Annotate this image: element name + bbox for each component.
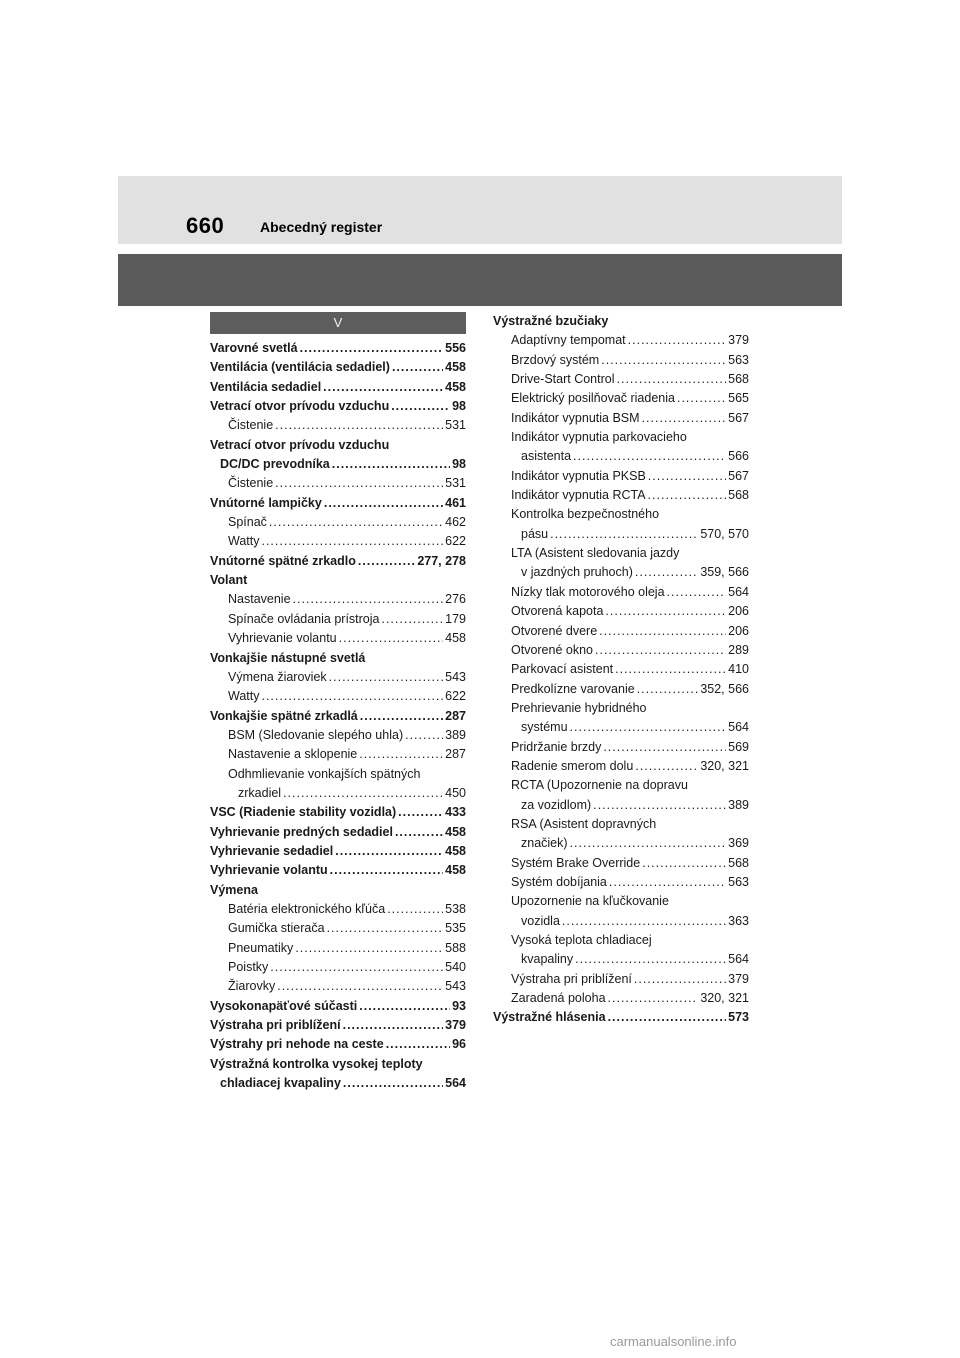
entry-page-number: 573 [728, 1010, 749, 1025]
entry-page-number: 622 [445, 689, 466, 704]
index-subentry [210, 919, 466, 938]
index-entry [210, 707, 466, 726]
entry-label: Vyhrievanie volantu [228, 631, 337, 646]
entry-page-number: 458 [445, 843, 466, 858]
dot-leader [339, 629, 444, 648]
entry-label: Indikátor vypnutia PKSB [511, 468, 646, 483]
entry-label: Vysoká teplota chladiacej [511, 933, 652, 947]
entry-page-number: 458 [445, 360, 466, 375]
entry-label: Čistenie [228, 418, 274, 433]
index-subentry [493, 970, 749, 989]
dot-leader [270, 958, 443, 977]
header-band [118, 176, 842, 244]
index-entry [210, 552, 466, 571]
dot-leader [295, 939, 443, 958]
entry-page-number: 458 [445, 824, 466, 839]
index-subentry [493, 738, 749, 757]
entry-label: asistenta [521, 449, 572, 464]
entry-page-number: 352, 566 [700, 681, 749, 696]
index-subentry [493, 428, 749, 447]
entry-label: Výstraha pri priblížení [210, 1018, 341, 1033]
entry-page-number: 563 [728, 352, 749, 367]
dot-leader [605, 602, 726, 621]
entry-page-number: 359, 566 [700, 565, 749, 580]
entry-page-number: 379 [728, 333, 749, 348]
dot-leader [261, 532, 443, 551]
dot-leader [573, 447, 726, 466]
dot-leader [635, 563, 698, 582]
entry-page-number: 556 [445, 341, 466, 355]
index-column-right [493, 312, 749, 1028]
index-subentry [493, 989, 749, 1008]
index-subentry [493, 641, 749, 660]
dot-leader [275, 474, 443, 493]
index-entry [210, 803, 466, 822]
entry-page-number: 98 [452, 399, 466, 414]
entry-label: Vonkajšie spätné zrkadlá [210, 708, 358, 723]
index-subentry [493, 757, 749, 776]
entry-label: Poistky [228, 960, 269, 974]
entry-label: Watty [228, 689, 260, 704]
entry-label: Radenie smerom dolu [511, 758, 634, 773]
entry-page-number: 458 [445, 631, 466, 646]
dot-leader [300, 339, 444, 358]
entry-label: Vetrací otvor prívodu vzduchu [210, 399, 390, 414]
entry-page-number: 96 [452, 1037, 466, 1052]
index-subentry [210, 629, 466, 648]
index-entry [210, 455, 466, 474]
entry-label: Kontrolka bezpečnostného [511, 507, 660, 522]
dot-leader [395, 823, 443, 842]
index-subentry [493, 622, 749, 641]
dot-leader [637, 680, 699, 699]
entry-label: Pridržanie brzdy [511, 739, 602, 754]
dot-leader [608, 1008, 727, 1027]
index-subentry [493, 815, 749, 834]
entry-page-number: 320, 321 [700, 758, 749, 773]
dot-leader [642, 409, 727, 428]
index-subentry [493, 389, 749, 408]
index-subentry [210, 513, 466, 532]
entry-page-number: 543 [445, 669, 466, 684]
entry-page-number: 566 [728, 449, 749, 464]
index-subentry [210, 958, 466, 977]
entry-label: Výmena [210, 882, 258, 897]
dot-leader [323, 378, 443, 397]
dot-leader [593, 796, 726, 815]
entry-label: Predkolízne varovanie [511, 681, 635, 696]
index-entry [210, 1055, 466, 1074]
entry-label: Nastavenie a sklopenie [228, 747, 358, 762]
dot-leader [608, 989, 699, 1008]
entry-label: Vysokonapäťové súčasti [210, 998, 358, 1013]
index-subentry [493, 505, 749, 524]
section-band [118, 254, 842, 306]
dot-leader [277, 977, 443, 996]
entry-page-number: 379 [728, 971, 749, 986]
entry-label: Batéria elektronického kľúča [228, 901, 386, 916]
dot-leader [398, 803, 443, 822]
entry-label: za vozidlom) [521, 797, 592, 812]
index-subentry [210, 939, 466, 958]
entry-label: Žiarovky [228, 979, 276, 994]
entry-label: pásu [521, 526, 549, 541]
entry-label: Systém dobíjania [511, 874, 607, 889]
dot-leader [343, 1074, 443, 1093]
entry-label: systému [521, 720, 568, 735]
entry-page-number: 179 [445, 611, 466, 626]
index-subentry [493, 447, 749, 466]
index-subentry [210, 977, 466, 996]
entry-label: Gumička stierača [228, 921, 325, 936]
entry-label: Watty [228, 534, 260, 549]
dot-leader [570, 834, 727, 853]
entry-label: Spínač [228, 515, 267, 530]
index-entry [493, 1008, 749, 1027]
entry-page-number: 369 [728, 836, 749, 851]
index-entry [210, 881, 466, 900]
entry-page-number: 287 [445, 747, 466, 762]
entry-label: Výmena žiaroviek [228, 669, 327, 684]
entry-page-number: 206 [728, 604, 749, 619]
entry-page-number: 564 [728, 720, 749, 735]
dot-leader [387, 900, 443, 919]
dot-leader [330, 861, 444, 880]
entry-page-number: 206 [728, 623, 749, 638]
entry-label: Volant [210, 573, 248, 588]
entry-label: Systém Brake Override [511, 855, 641, 870]
page-number: 660 [186, 213, 225, 238]
index-entry [210, 436, 466, 455]
dot-leader [359, 745, 443, 764]
entry-page-number: 458 [445, 863, 466, 878]
index-subentry [493, 834, 749, 853]
dot-leader [648, 467, 726, 486]
dot-leader [550, 525, 698, 544]
entry-label: Výstraha pri priblížení [511, 971, 632, 986]
entry-page-number: 462 [445, 515, 466, 530]
entry-page-number: 543 [445, 979, 466, 994]
entry-label: Indikátor vypnutia RCTA [511, 488, 646, 503]
entry-label: Vyhrievanie volantu [210, 863, 328, 878]
dot-leader [667, 583, 727, 602]
entry-label: značiek) [521, 836, 568, 851]
entry-label: Zaradená poloha [511, 991, 606, 1006]
entry-label: RCTA (Upozornenie na dopravu [511, 778, 688, 793]
entry-page-number: 276 [445, 592, 466, 607]
entry-label: Vyhrievanie predných sedadiel [210, 824, 393, 839]
index-subentry [493, 351, 749, 370]
index-subentry [493, 718, 749, 737]
index-subentry [493, 525, 749, 544]
dot-leader [570, 718, 727, 737]
dot-leader [332, 455, 450, 474]
entry-page-number: 538 [445, 901, 466, 916]
entry-label: Vonkajšie nástupné svetlá [210, 650, 366, 665]
index-entry [210, 494, 466, 513]
entry-page-number: 93 [452, 998, 466, 1013]
index-subentry [493, 950, 749, 969]
entry-page-number: 568 [728, 855, 749, 870]
entry-label: Brzdový systém [511, 352, 600, 367]
entry-label: Indikátor vypnutia parkovacieho [511, 430, 687, 445]
entry-page-number: 564 [445, 1076, 466, 1091]
entry-page-number: 622 [445, 534, 466, 549]
entry-label: Výstražné bzučiaky [493, 314, 609, 328]
entry-label: Nízky tlak motorového oleja [511, 584, 665, 599]
dot-leader [635, 757, 698, 776]
index-subentry [493, 409, 749, 428]
entry-label: Otvorená kapota [511, 604, 604, 619]
watermark-text: carmanualsonline.info [610, 1334, 737, 1349]
dot-leader [275, 416, 443, 435]
index-subentry [210, 765, 466, 784]
index-entry [210, 339, 466, 358]
entry-label: kvapaliny [521, 952, 574, 967]
index-subentry [493, 467, 749, 486]
entry-label: vozidla [521, 913, 560, 928]
index-subentry [493, 854, 749, 873]
entry-page-number: 570, 570 [700, 526, 749, 541]
entry-page-number: 461 [445, 495, 466, 510]
dot-leader [609, 873, 726, 892]
entry-label: Adaptívny tempomat [511, 333, 626, 348]
index-subentry [493, 370, 749, 389]
dot-leader [601, 351, 726, 370]
dot-leader [283, 784, 443, 803]
index-subentry [210, 590, 466, 609]
index-subentry [493, 563, 749, 582]
entry-label: v jazdných pruhoch) [521, 565, 633, 580]
index-entry [210, 842, 466, 861]
entry-page-number: 588 [445, 940, 466, 955]
index-subentry [210, 474, 466, 493]
dot-leader [617, 370, 727, 389]
index-entry [210, 823, 466, 842]
entry-label: RSA (Asistent dopravných [511, 816, 657, 831]
entry-label: Otvorené dvere [511, 623, 598, 638]
index-entry [210, 997, 466, 1016]
dot-leader [386, 1035, 450, 1054]
index-subentry [493, 912, 749, 931]
letter-heading: V [210, 312, 466, 334]
dot-leader [324, 494, 443, 513]
entry-label: Drive-Start Control [511, 372, 615, 387]
index-subentry [210, 726, 466, 745]
dot-leader [343, 1016, 444, 1035]
entry-page-number: 277, 278 [417, 553, 466, 568]
entry-label: Vnútorné lampičky [210, 495, 322, 510]
index-entry [210, 397, 466, 416]
entry-label: Vyhrievanie sedadiel [210, 843, 334, 858]
dot-leader [642, 854, 726, 873]
entry-page-number: 540 [445, 960, 466, 974]
entry-label: BSM (Sledovanie slepého uhla) [228, 727, 404, 742]
entry-label: VSC (Riadenie stability vozidla) [210, 805, 397, 820]
index-entry [210, 1016, 466, 1035]
dot-leader [562, 912, 726, 931]
entry-label: Indikátor vypnutia BSM [511, 410, 640, 425]
index-subentry [493, 796, 749, 815]
index-entry [210, 571, 466, 590]
entry-page-number: 568 [728, 488, 749, 503]
dot-leader [677, 389, 726, 408]
dot-leader [335, 842, 443, 861]
entry-label: Výstražné hlásenia [493, 1010, 606, 1025]
dot-leader [392, 358, 443, 377]
entry-label: DC/DC prevodníka [220, 457, 330, 472]
index-subentry [493, 873, 749, 892]
index-entry [210, 861, 466, 880]
entry-label: Nastavenie [228, 592, 291, 607]
entry-page-number: 287 [445, 708, 466, 723]
index-subentry [210, 416, 466, 435]
entry-label: Upozornenie na kľučkovanie [511, 894, 669, 909]
entry-page-number: 289 [728, 642, 749, 657]
dot-leader [405, 726, 443, 745]
entry-label: Parkovací asistent [511, 662, 614, 677]
dot-leader [293, 590, 444, 609]
entry-page-number: 363 [728, 913, 749, 928]
dot-leader [628, 331, 726, 350]
entry-page-number: 98 [452, 457, 466, 472]
entry-page-number: 567 [728, 410, 749, 425]
entry-label: Výstrahy pri nehode na ceste [210, 1037, 384, 1052]
index-subentry [493, 602, 749, 621]
index-subentry [493, 544, 749, 563]
dot-leader [359, 997, 450, 1016]
index-entry [493, 312, 749, 331]
entry-page-number: 410 [728, 662, 749, 677]
index-entry [210, 1035, 466, 1054]
index-subentry [210, 784, 466, 803]
entry-label: Elektrický posilňovač riadenia [511, 391, 675, 406]
index-subentry [210, 668, 466, 687]
page-title: Abecedný register [260, 219, 383, 235]
entry-page-number: 567 [728, 468, 749, 483]
index-subentry [493, 776, 749, 795]
entry-page-number: 531 [445, 418, 466, 433]
index-subentry [493, 583, 749, 602]
entry-page-number: 379 [445, 1018, 466, 1033]
entry-label: Otvorené okno [511, 642, 593, 657]
dot-leader [634, 970, 726, 989]
entry-page-number: 535 [445, 921, 466, 936]
index-subentry [210, 532, 466, 551]
index-entry [210, 649, 466, 668]
entry-label: LTA (Asistent sledovania jazdy [511, 546, 680, 561]
dot-leader [261, 687, 443, 706]
index-subentry [493, 892, 749, 911]
entry-page-number: 389 [728, 797, 749, 812]
entry-page-number: 458 [445, 379, 466, 394]
dot-leader [603, 738, 726, 757]
entry-label: Výstražná kontrolka vysokej teploty [210, 1056, 423, 1071]
entry-label: Spínače ovládania prístroja [228, 611, 380, 626]
entry-page-number: 450 [445, 785, 466, 800]
index-subentry [493, 699, 749, 718]
index-subentry [493, 931, 749, 950]
entry-page-number: 565 [728, 391, 749, 406]
entry-page-number: 389 [445, 727, 466, 742]
entry-label: chladiacej kvapaliny [220, 1076, 341, 1091]
dot-leader [391, 397, 450, 416]
dot-leader [599, 622, 726, 641]
index-subentry [210, 900, 466, 919]
dot-leader [360, 707, 443, 726]
dot-leader [358, 552, 415, 571]
dot-leader [381, 610, 443, 629]
index-subentry [493, 660, 749, 679]
entry-label: Varovné svetlá [210, 341, 298, 355]
entry-page-number: 564 [728, 952, 749, 967]
index-subentry [493, 680, 749, 699]
dot-leader [575, 950, 726, 969]
entry-page-number: 531 [445, 476, 466, 491]
index-subentry [493, 331, 749, 350]
entry-label: Prehrievanie hybridného [511, 700, 647, 715]
entry-label: Vnútorné spätné zrkadlo [210, 553, 356, 568]
entry-label: Pneumatiky [228, 940, 294, 955]
entry-label: zrkadiel [238, 785, 282, 800]
entry-label: Ventilácia sedadiel [210, 379, 322, 394]
index-entry [210, 378, 466, 397]
index-subentry [210, 687, 466, 706]
dot-leader [595, 641, 726, 660]
index-subentry [210, 610, 466, 629]
entry-label: Ventilácia (ventilácia sedadiel) [210, 360, 390, 375]
entry-label: Odhmlievanie vonkajších spätných [228, 766, 421, 781]
dot-leader [648, 486, 727, 505]
index-subentry [493, 486, 749, 505]
index-column-left [210, 312, 466, 1093]
dot-leader [269, 513, 443, 532]
entry-page-number: 564 [728, 584, 749, 599]
entry-page-number: 569 [728, 739, 749, 754]
entry-page-number: 568 [728, 372, 749, 387]
dot-leader [327, 919, 444, 938]
index-entry [210, 358, 466, 377]
entry-page-number: 320, 321 [700, 991, 749, 1006]
index-entry [210, 1074, 466, 1093]
entry-label: Vetrací otvor prívodu vzduchu [210, 437, 390, 452]
entry-page-number: 433 [445, 805, 466, 820]
entry-label: Čistenie [228, 476, 274, 491]
dot-leader [615, 660, 726, 679]
dot-leader [329, 668, 443, 687]
entry-page-number: 563 [728, 874, 749, 889]
index-subentry [210, 745, 466, 764]
